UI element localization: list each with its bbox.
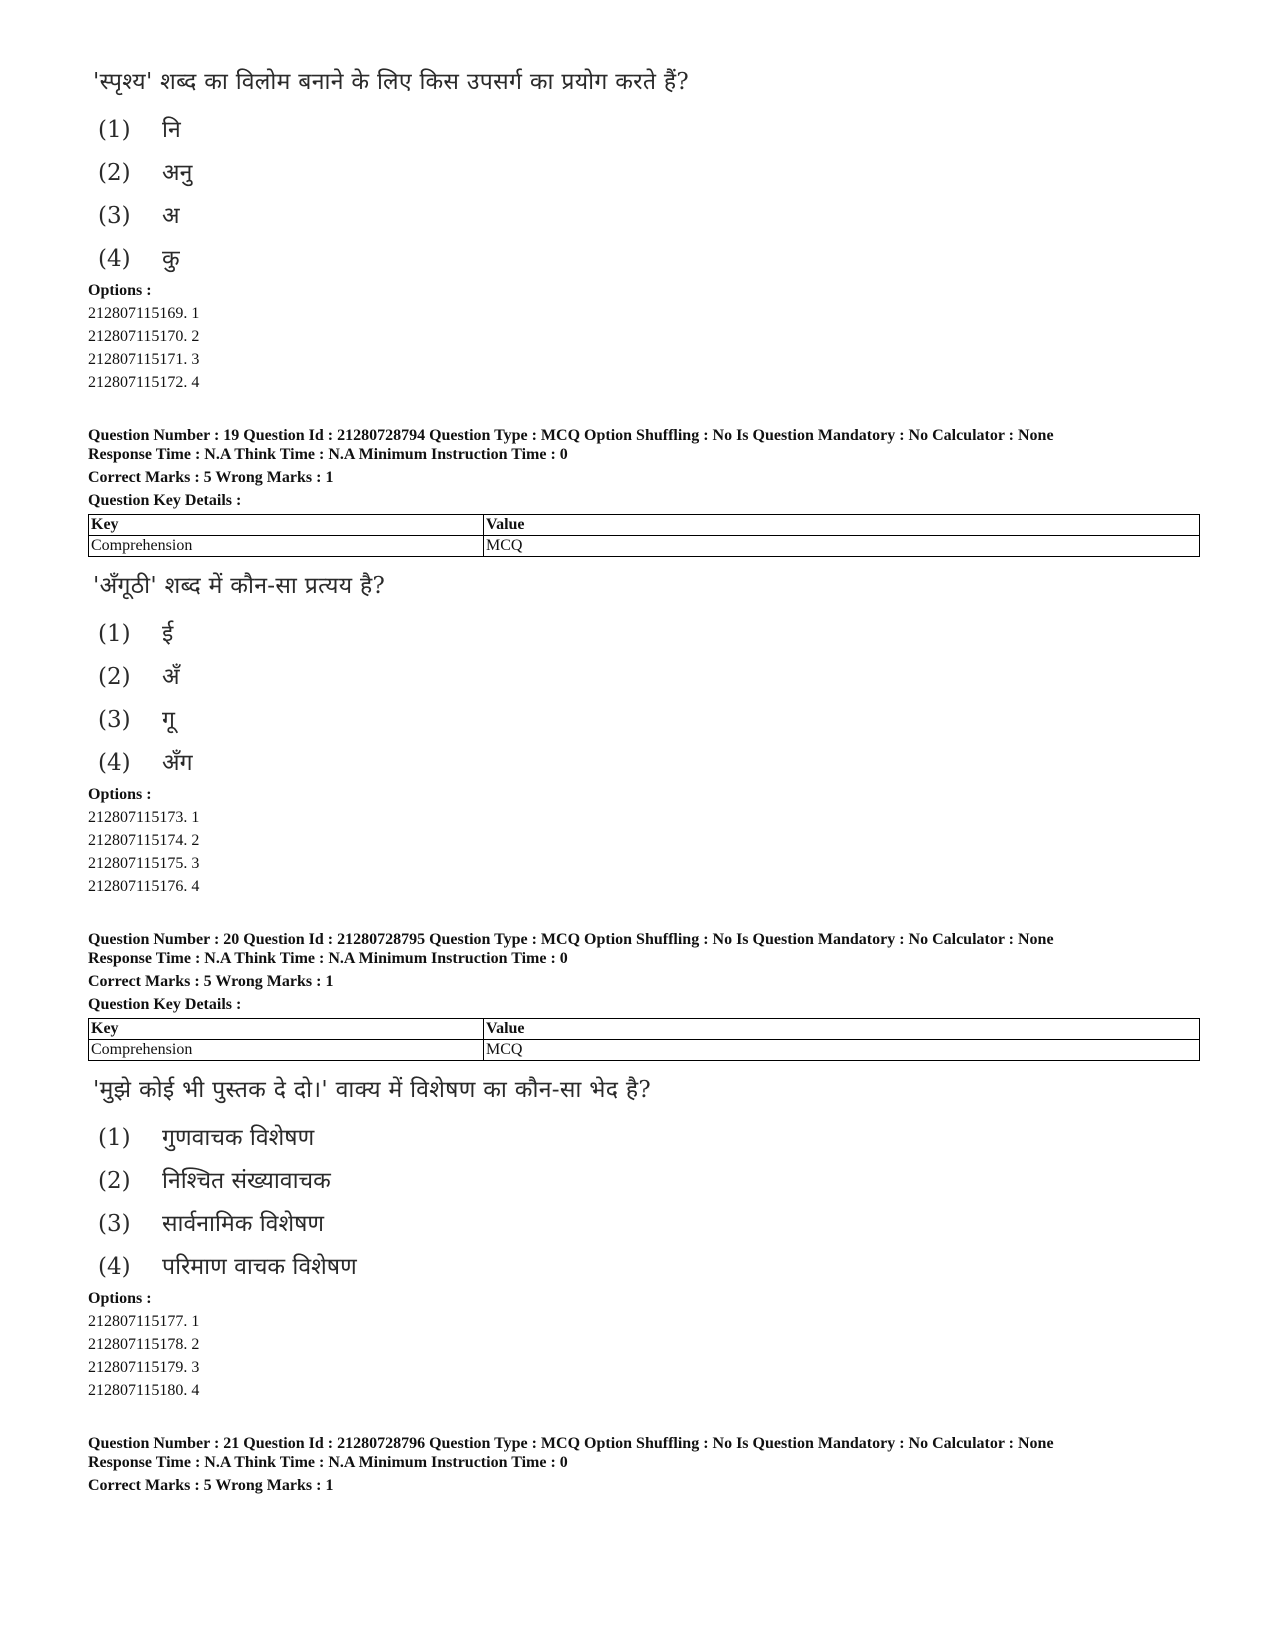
options-label: Options : xyxy=(88,1290,152,1307)
table-row xyxy=(89,1040,1200,1061)
table-row xyxy=(89,536,1200,557)
table-header-value: Value xyxy=(484,1019,1200,1040)
option-id: 212807115169. 1 xyxy=(88,305,200,322)
option-id: 212807115177. 1 xyxy=(88,1313,200,1330)
key-details-label: Question Key Details : xyxy=(88,996,242,1013)
choice-3: (3) गू xyxy=(98,707,175,733)
question-timing: Response Time : N.A Think Time : N.A Minimum Instruction Time : 0 xyxy=(88,1454,568,1471)
table-cell-value: MCQ xyxy=(484,536,1200,557)
choice-2: (2) निश्चित संख्यावाचक xyxy=(98,1168,331,1194)
question-meta: Question Number : 21 Question Id : 21280728796 Question Type : MCQ Option Shuffling : No Is Question Mandatory : No Calculator : None xyxy=(88,1435,1054,1452)
table-cell-value: MCQ xyxy=(484,1040,1200,1061)
option-id: 212807115174. 2 xyxy=(88,832,200,849)
question-timing: Response Time : N.A Think Time : N.A Minimum Instruction Time : 0 xyxy=(88,950,568,967)
question-meta: Question Number : 19 Question Id : 21280728794 Question Type : MCQ Option Shuffling : No Is Question Mandatory : No Calculator : None xyxy=(88,427,1054,444)
choice-3: (3) अ xyxy=(98,203,180,229)
choice-1: (1) गुणवाचक विशेषण xyxy=(98,1125,315,1151)
question-text: 'अँगूठी' शब्द में कौन-सा प्रत्यय है? xyxy=(93,573,386,599)
option-id: 212807115172. 4 xyxy=(88,374,200,391)
table-cell-key: Comprehension xyxy=(89,1040,484,1061)
table-header-value: Value xyxy=(484,515,1200,536)
choice-4: (4) अँग xyxy=(98,750,193,776)
option-id: 212807115176. 4 xyxy=(88,878,200,895)
choice-4: (4) परिमाण वाचक विशेषण xyxy=(98,1254,357,1280)
question-timing: Response Time : N.A Think Time : N.A Minimum Instruction Time : 0 xyxy=(88,446,568,463)
option-id: 212807115173. 1 xyxy=(88,809,200,826)
table-header-row xyxy=(89,1019,1200,1040)
key-details-label: Question Key Details : xyxy=(88,492,242,509)
question-meta: Question Number : 20 Question Id : 21280728795 Question Type : MCQ Option Shuffling : No Is Question Mandatory : No Calculator : None xyxy=(88,931,1054,948)
options-label: Options : xyxy=(88,786,152,803)
option-id: 212807115179. 3 xyxy=(88,1359,200,1376)
table-cell-key: Comprehension xyxy=(89,536,484,557)
choice-4: (4) कु xyxy=(98,246,180,272)
option-id: 212807115170. 2 xyxy=(88,328,200,345)
choice-2: (2) अनु xyxy=(98,160,193,186)
choice-3: (3) सार्वनामिक विशेषण xyxy=(98,1211,325,1237)
choice-1: (1) ई xyxy=(98,621,174,647)
table-header-row xyxy=(89,515,1200,536)
option-id: 212807115178. 2 xyxy=(88,1336,200,1353)
question-text: 'मुझे कोई भी पुस्तक दे दो।' वाक्य में विशेषण का कौन-सा भेद है? xyxy=(93,1077,652,1103)
option-id: 212807115175. 3 xyxy=(88,855,200,872)
question-text: 'स्पृश्य' शब्द का विलोम बनाने के लिए किस उपसर्ग का प्रयोग करते हैं? xyxy=(93,69,690,95)
option-id: 212807115171. 3 xyxy=(88,351,200,368)
choice-2: (2) अँ xyxy=(98,664,180,690)
key-details-table xyxy=(88,514,1200,557)
question-marks: Correct Marks : 5 Wrong Marks : 1 xyxy=(88,973,334,990)
key-details-table xyxy=(88,1018,1200,1061)
table-header-key: Key xyxy=(89,1019,484,1040)
question-marks: Correct Marks : 5 Wrong Marks : 1 xyxy=(88,1477,334,1494)
choice-1: (1) नि xyxy=(98,117,181,143)
option-id: 212807115180. 4 xyxy=(88,1382,200,1399)
options-label: Options : xyxy=(88,282,152,299)
question-marks: Correct Marks : 5 Wrong Marks : 1 xyxy=(88,469,334,486)
table-header-key: Key xyxy=(89,515,484,536)
